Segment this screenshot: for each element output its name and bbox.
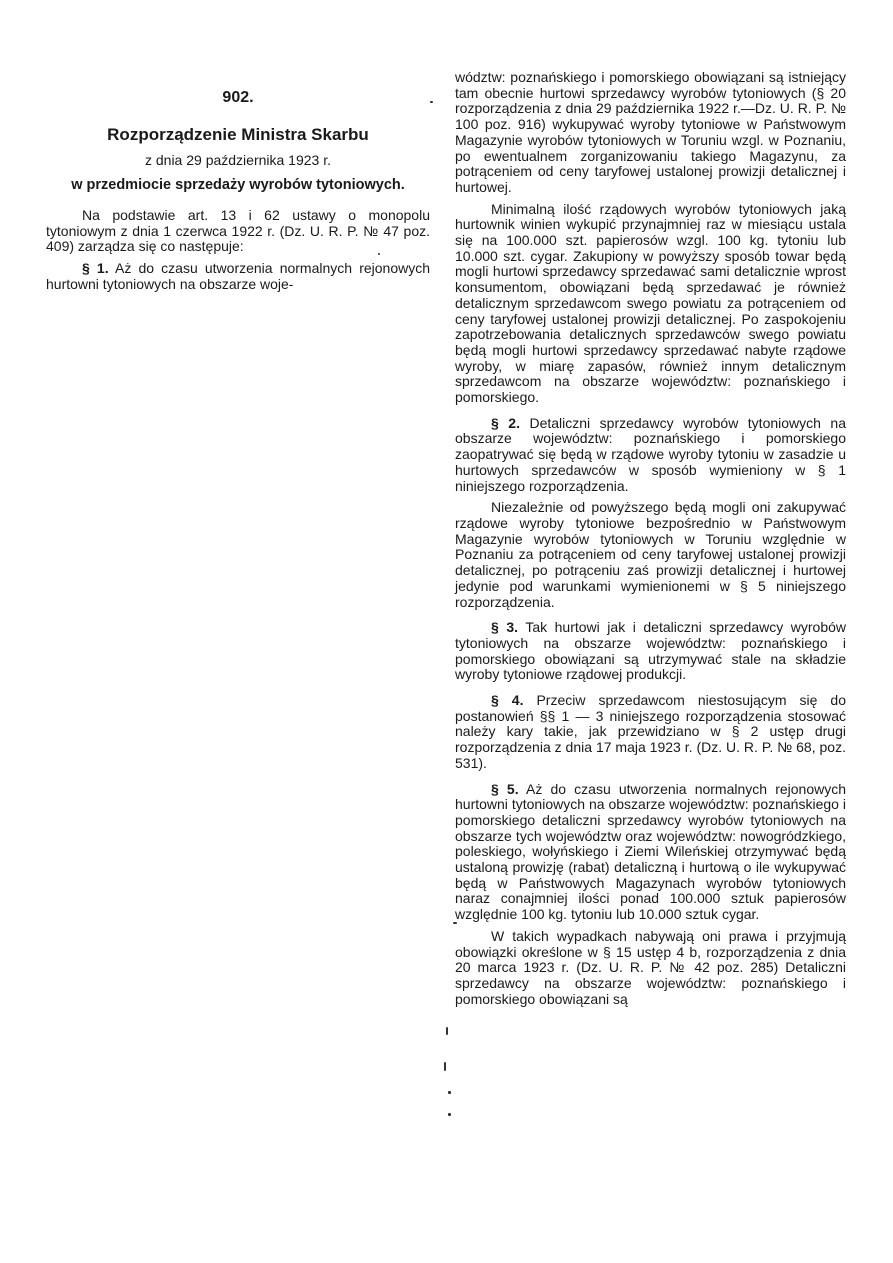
intro-paragraph: Na podstawie art. 13 i 62 ustawy o monopolu tytoniowym z dnia 1 czerwca 1922 r. (Dz. U. R. P. № 47 poz. 409) zarządza się co następuje: xyxy=(46,207,430,255)
direct-purchase-paragraph: Niezależnie od powyższego będą mogli oni zakupywać rządowe wyroby tytoniowe bezpośrednio w Państwowym Magazynie wyrobów tytoniowych w Toruniu względnie w Poznaniu za potrąceniem od ceny taryfowej ustalonej prowizji detalicznej, po potrąceniu zaś prowizji detalicznej i hurtowej jedynie pod warunkami wymienionemi w § 5 niniejszego rozporządzenia. xyxy=(455,499,846,610)
section-2-text: Detaliczni sprzedawcy wyrobów tytoniowych na obszarze województw: poznańskiego i pomorskiego zaopatrywać się będą w rządowe wyroby tytoniu w zasadzie u hurtowych sprzedawców w sposób wymieniony w § 1 niniejszego rozporządzenia. xyxy=(455,414,847,494)
right-column xyxy=(455,70,846,1007)
section-1-text: Aż do czasu utworzenia normalnych rejonowych hurtowni tytoniowych na obszarze woje- xyxy=(46,260,431,292)
margin-mark xyxy=(448,1091,451,1094)
regulation-date: z dnia 29 października 1923 r. xyxy=(144,152,331,168)
rights-obligations-paragraph: W takich wypadkach nabywają oni prawa i przyjmują obowiązki określone w § 15 ustęp 4 b, rozporządzenia z dnia 20 marca 1923 r. (Dz. U. R. P. № 42 poz. 285) Detaliczni sprzedawcy na obszarze województw: poznańskiego i pomorskiego obowiązani są xyxy=(455,927,846,1007)
regulation-subject: w przedmiocie sprzedaży wyrobów tytoniowych. xyxy=(71,177,405,193)
section-2-paragraph xyxy=(455,416,846,495)
section-2-label: § 2. xyxy=(491,414,520,431)
margin-mark xyxy=(378,253,380,255)
margin-mark xyxy=(430,101,433,103)
section-5-label: § 5. xyxy=(491,780,519,797)
section-1-continuation: wództw: poznańskiego i pomorskiego obowiązani są istniejący tam obecnie hurtowi sprzedawcy wyrobów tytoniowych (§ 20 rozporządzenia z dnia 29 października 1922 r.—Dz. U. R. P. № 100 poz. 916) wykupywać wyroby tytoniowe w Państwowym Magazynie wyrobów tytoniowych w Toruniu wzgl. w Poznaniu, po ewentualnem zorganizowaniu takiego Magazynu, za potrąceniem od ceny taryfowej ustalonej prowizji detalicznej i hurtowej. xyxy=(455,69,846,195)
section-1-paragraph xyxy=(46,261,430,292)
section-3-paragraph xyxy=(455,620,846,683)
section-4-paragraph xyxy=(455,693,846,772)
section-3-text: Tak hurtowi jak i detaliczni sprzedawcy wyrobów tytoniowych na obszarze województw: poznańskiego i pomorskiego obowiązani są utrzymywać stale na składzie wyroby tytoniowe rządowej produkcji. xyxy=(455,619,846,683)
section-4-label: § 4. xyxy=(491,692,524,709)
margin-mark xyxy=(448,1113,451,1116)
margin-mark xyxy=(453,922,457,924)
minimum-quantity-paragraph: Minimalną ilość rządowych wyrobów tytoniowych jaką hurtownik winien wykupić przynajmniej raz w miesiącu ustala się na 100.000 szt. papierosów wzgl. 100 kg. tytoniu lub 10.000 szt. cygar. Zakupiony w powyższy sposób towar będą mogli hurtowi sprzedawcy sprzedawać sami detalicznie wprost konsumentom, obowiązani będą sprzedawać je również detalicznym sprzedawcom swego powiatu za potrąceniem od ceny taryfowej ustalonej prowizji detalicznej. Po zaspokojeniu zapotrzebowania detalicznych sprzedawców swego powiatu będą mogli hurtowi sprzedawcy sprzedawać nabyte rządowe wyroby, w miarę zapasów, również innym detalicznym sprzedawcom na obszarze województw: poznańskiego i pomorskiego. xyxy=(455,200,846,406)
section-5-paragraph xyxy=(455,782,846,923)
regulation-title: Rozporządzenie Ministra Skarbu xyxy=(107,125,369,144)
margin-mark xyxy=(444,1062,446,1071)
left-column xyxy=(46,88,430,293)
section-3-label: § 3. xyxy=(491,619,519,636)
item-number: 902. xyxy=(222,89,254,106)
margin-mark xyxy=(446,1027,448,1035)
section-4-text: Przeciw sprzedawcom niestosującym się do postanowień §§ 1 — 3 niniejszego rozporządzenia stosować należy kary takie, jak przewidziano w § 2 ustęp drugi rozporządzenia z dnia 17 maja 1923 r. (Dz. U. R. P. № 68, poz. 531). xyxy=(455,692,846,771)
section-5-text: Aż do czasu utworzenia normalnych rejonowych hurtowni tytoniowych na obszarze województw: poznańskiego i pomorskiego detaliczni sprzedawcy wyrobów tytoniowych na obszarze tych województw oraz województw: nowogródzkiego, poleskiego, wołyńskiego i Ziemi Wileńskiej otrzymywać będą ustaloną prowizję (rabat) detaliczną i hurtową o ile wykupywać będą w Państwowych Magazynach wyrobów tytoniowych naraz conajmniej ilości ponad 100.000 sztuk papierosów względnie 100 kg. tytoniu lub 10.000 sztuk cygar. xyxy=(455,780,847,923)
section-1-label: § 1. xyxy=(82,260,109,277)
